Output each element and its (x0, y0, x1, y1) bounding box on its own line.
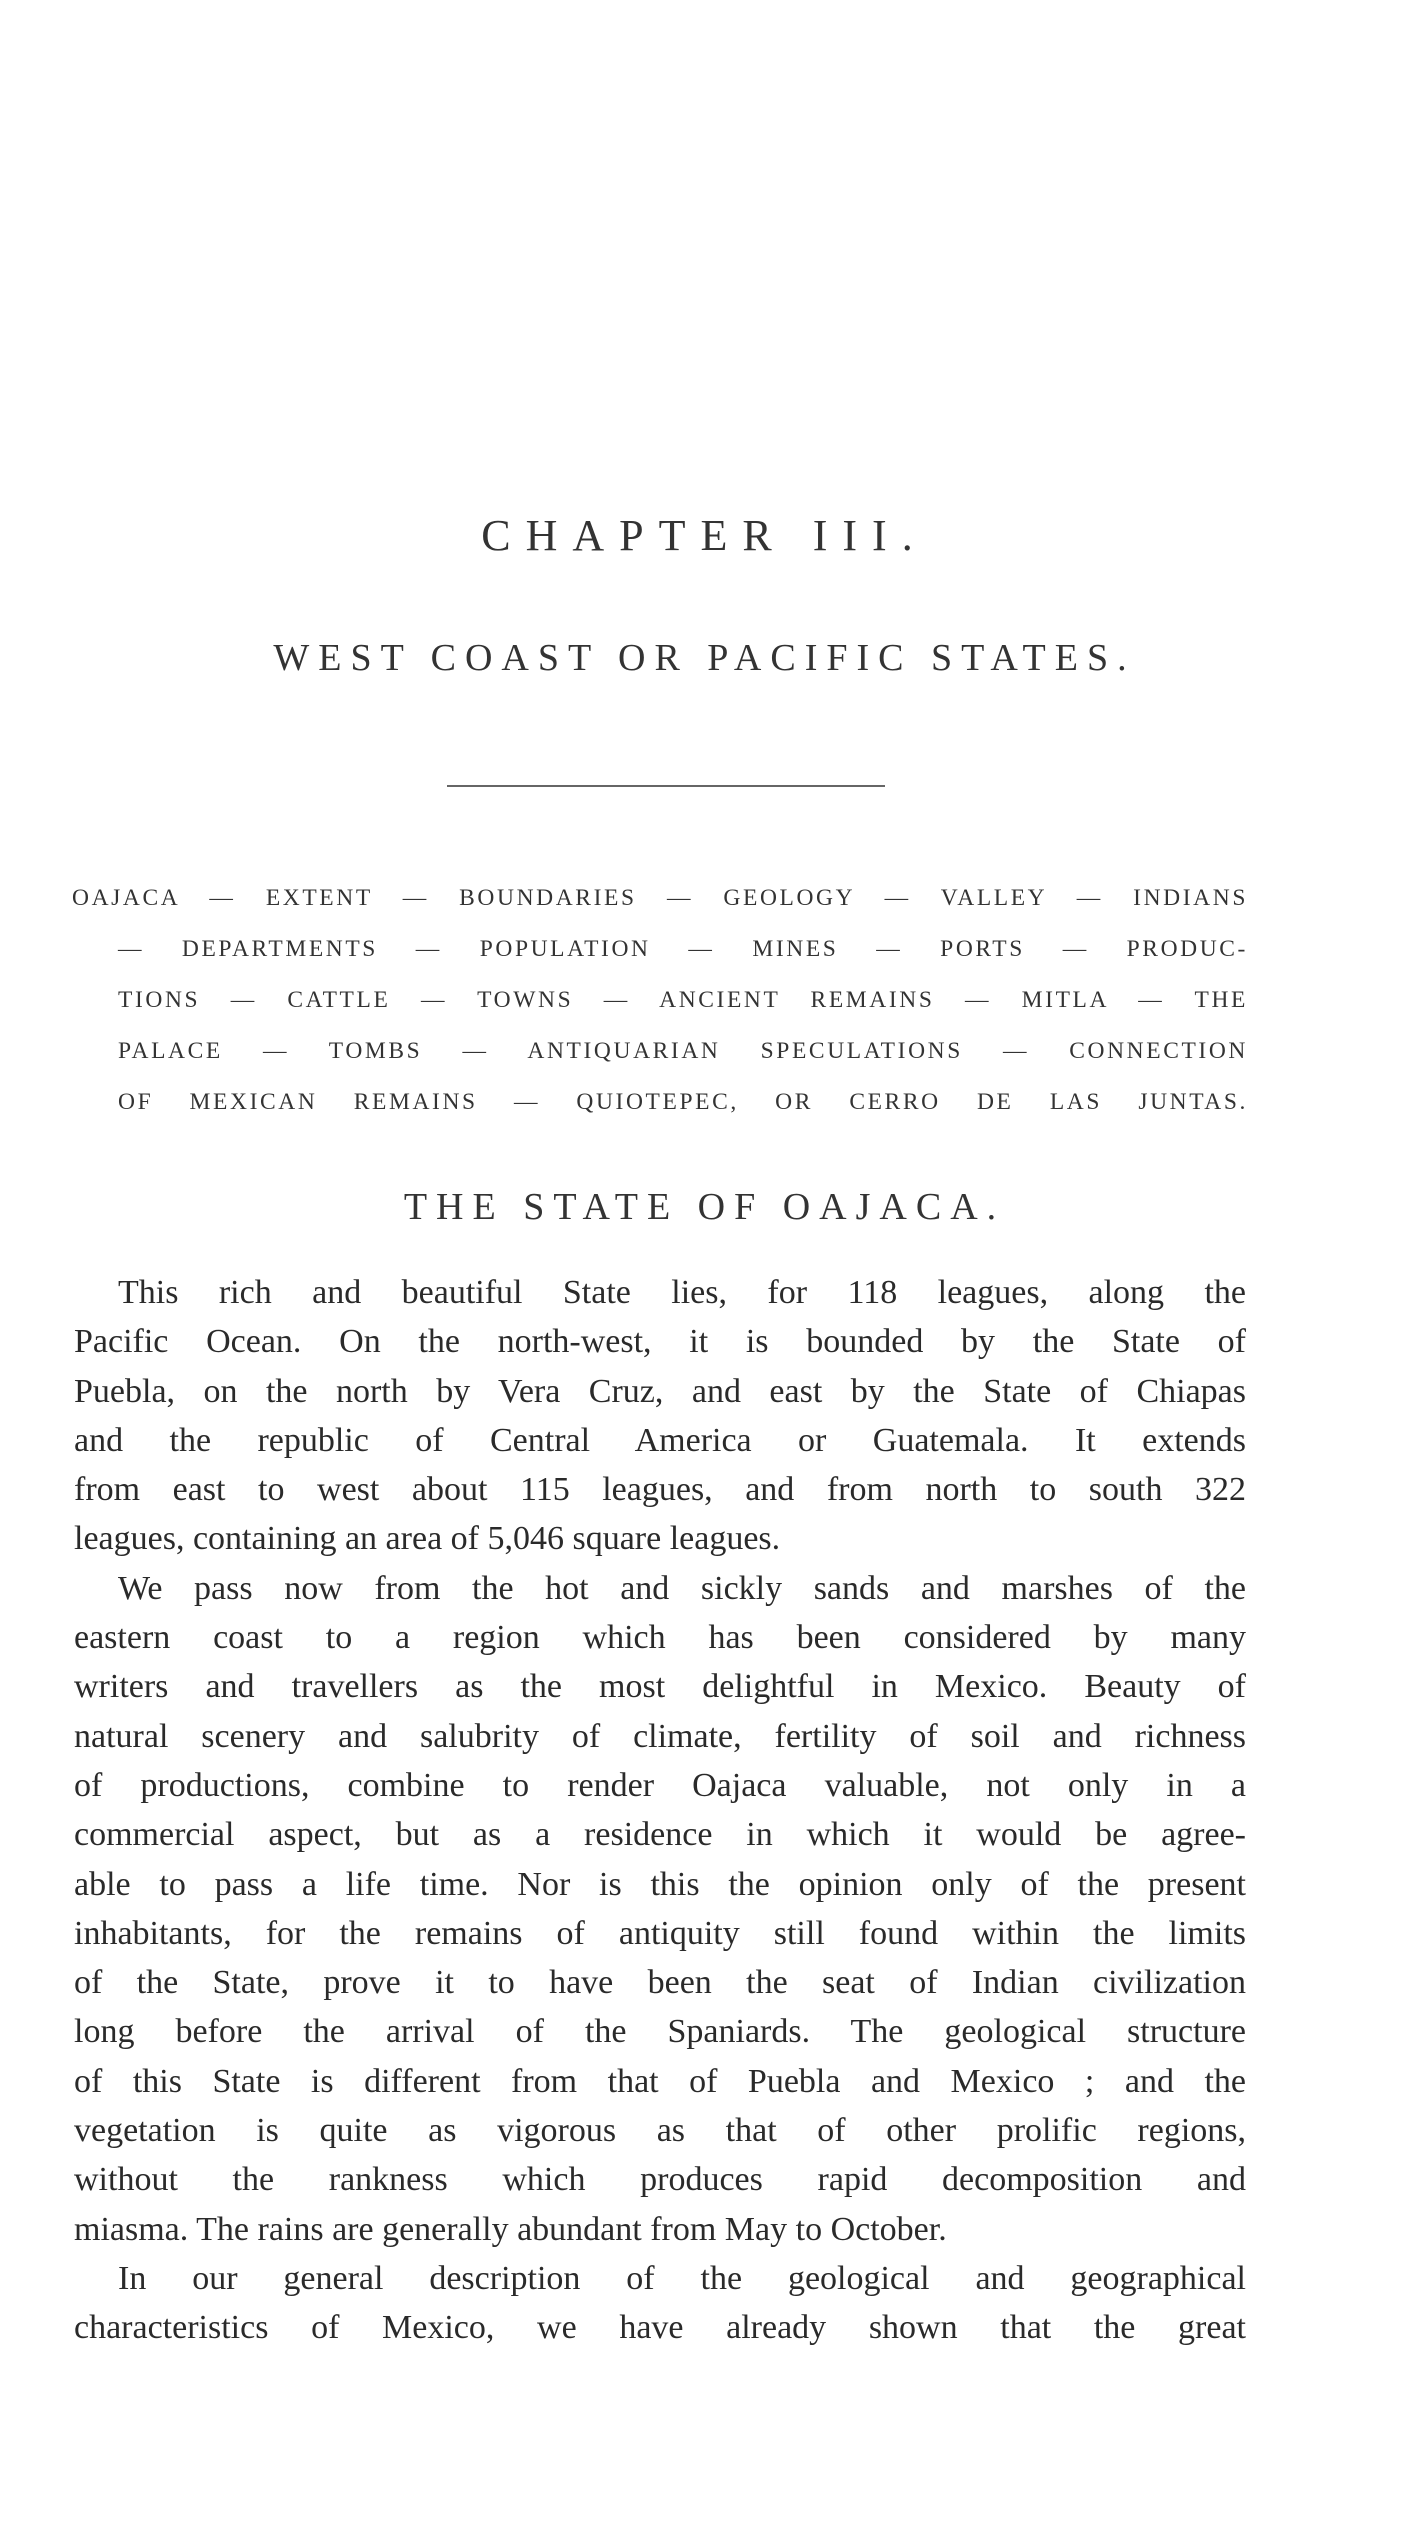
body-line: leagues, containing an area of 5,046 square leagues. (74, 1520, 781, 1558)
body-line: Puebla, on the north by Vera Cruz, and east by the State of Chiapas (74, 1372, 1246, 1410)
section-heading: THE STATE OF OAJACA. (403, 1186, 1006, 1228)
body-line: from east to west about 115 leagues, and from north to south 322 (74, 1471, 1246, 1509)
body-line: of this State is different from that of Puebla and Mexico ; and the (74, 2062, 1246, 2100)
chapter-subtitle: WEST COAST OR PACIFIC STATES. (273, 637, 1136, 679)
body-line: of the State, prove it to have been the seat of Indian civilization (74, 1964, 1246, 2002)
body-line: without the rankness which produces rapid decomposition and (74, 2161, 1246, 2199)
summary-line: — DEPARTMENTS — POPULATION — MINES — PORTS — PRODUC- (118, 936, 1248, 962)
body-line: In our general description of the geological and geographical (118, 2259, 1246, 2297)
body-line: eastern coast to a region which has been considered by many (74, 1619, 1246, 1657)
body-line: commercial aspect, but as a residence in which it would be agree- (74, 1816, 1246, 1854)
summary-line: OAJACA — EXTENT — BOUNDARIES — GEOLOGY — VALLEY — INDIANS (72, 885, 1248, 911)
chapter-summary (72, 873, 1248, 1128)
body-line: long before the arrival of the Spaniards. The geological structure (74, 2013, 1246, 2051)
body-line: This rich and beautiful State lies, for 118 leagues, along the (118, 1274, 1246, 1311)
body-line: We pass now from the hot and sickly sands and marshes of the (118, 1569, 1246, 1607)
body-line: inhabitants, for the remains of antiquity still found within the limits (74, 1914, 1246, 1952)
summary-line: TIONS — CATTLE — TOWNS — ANCIENT REMAINS — MITLA — THE (118, 987, 1248, 1013)
body-line: able to pass a life time. Nor is this the opinion only of the present (74, 1865, 1246, 1903)
body-line: of productions, combine to render Oajaca valuable, not only in a (74, 1766, 1246, 1804)
body-line: miasma. The rains are generally abundant from May to October. (74, 2210, 947, 2248)
body-line: writers and travellers as the most delightful in Mexico. Beauty of (74, 1668, 1246, 1706)
body-line: Pacific Ocean. On the north-west, it is bounded by the State of (74, 1323, 1246, 1361)
body-line: and the republic of Central America or Guatemala. It extends (74, 1421, 1246, 1459)
body-line: vegetation is quite as vigorous as that of other prolific regions, (74, 2112, 1246, 2150)
chapter-title: CHAPTER III. (481, 511, 928, 560)
summary-line: PALACE — TOMBS — ANTIQUARIAN SPECULATIONS — CONNECTION (118, 1038, 1248, 1064)
divider-rule (447, 785, 885, 787)
body-line: characteristics of Mexico, we have already shown that the great (74, 2309, 1246, 2347)
body-line: natural scenery and salubrity of climate, fertility of soil and richness (74, 1717, 1246, 1755)
summary-line: OF MEXICAN REMAINS — QUIOTEPEC, OR CERRO DE LAS JUNTAS. (118, 1089, 1248, 1115)
body-text (74, 1268, 1246, 2353)
